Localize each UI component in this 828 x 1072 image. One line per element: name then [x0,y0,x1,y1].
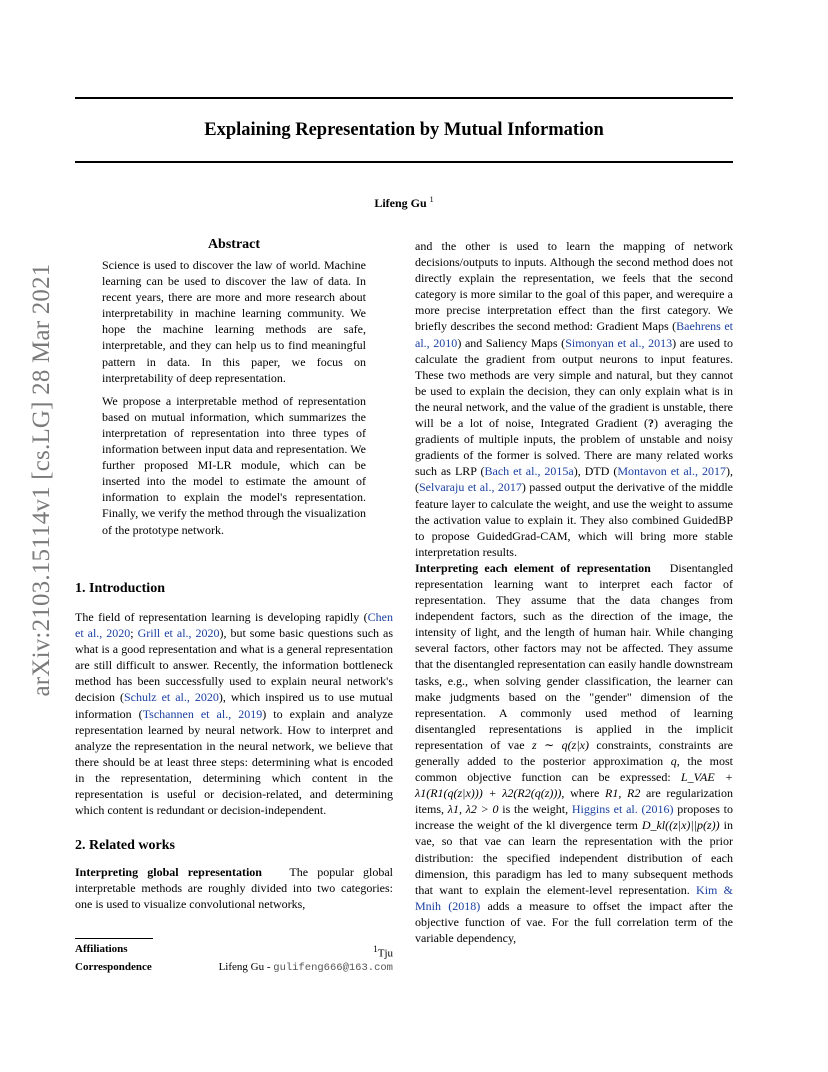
citation-link[interactable]: Selvaraju et al., 2017 [419,480,522,495]
correspondence-row [75,961,393,976]
body-text: , the most common objective function can be expressed: [415,754,733,785]
author-name: Lifeng Gu [374,196,427,210]
intro-text: ), which inspired us to use mutual information ( [75,690,394,721]
abstract-paragraph-1: Science is used to discover the law of world. Machine learning can be used to discover the law of data. In recent years, there are more and more research about interpretability in machine learning community. We hope the machine learning methods are safe, interpretable, and they can help us to find meaningful pattern in data. In this paper, we focus on interpretability of deep representation. [102,258,366,385]
intro-text: ) to explain and analyze representation learned by neural network. How to interpret and analyze the representation in the neural network, we believe that there should be at least three steps: determining what is encoded in the representation, determining which content in the representation is useful or decision-related, and determining which content is redundant or decision-independent. [75,706,393,818]
related-works-heading: 2. Related works [75,838,175,854]
element-representation-paragraph [415,560,733,946]
body-text: adds a measure to offset the impact after the objective function of vae. For the full correlation term of the variable dependency, [415,898,733,946]
related-text: The popular global interpretable methods are roughly divided into two categories: one is used to visualize convolutional networks, [75,865,393,912]
missing-citation-mark: ? [648,416,655,431]
citation-link[interactable]: Bach et al., 2015a [484,464,574,479]
arxiv-margin-identifier: arXiv:2103.15114v1 [cs.LG] 28 Mar 2021 [28,263,55,697]
email-link[interactable]: gulifeng666@163.com [273,962,393,975]
body-text: , where [561,786,606,801]
citation-link[interactable]: Kim & Mnih (2018) [415,882,734,913]
body-text: ) averaging the gradients of multiple inputs, the problem of unstable and noisy gradients of the former is solved. There are many related works such as LRP ( [415,416,733,479]
math-expression: R1, R2 [605,786,641,801]
body-text: are regularization items, [415,786,733,817]
body-text: proposes to increase the weight of the kl divergence term [415,802,733,833]
body-text: Disentangled representation learning want to interpret each factor of representation. They assume that the data changes from independent factors, such as the direction of the image, the intensity of light, and the length of human hair. While changing several factors, other factors may not be affected. They assume that the disentangled representation can easily handle downstream tasks, e.g., when solving gender classification, the learner can make judgments based on the "gender" dimension of the representation. A commonly used method of learning disentangled representations is applied in the implicit representation of vae [415,560,734,752]
abstract-section [102,236,366,538]
citation-link[interactable]: Montavon et al., 2017 [617,464,726,479]
math-expression: L_VAE + λ1(R1(q(z|x))) + λ2(R2(q(z))) [415,770,733,801]
body-text: ), ( [415,464,733,495]
body-text: ), DTD ( [573,464,618,479]
paper-title: Explaining Representation by Mutual Information [204,120,604,140]
introduction-paragraph [75,609,393,818]
affiliations-label: Affiliations [75,943,128,955]
body-text: and the other is used to learn the mapping of network decisions/outputs to inputs. Although the second method does not directly explain the representation, we feels that the second category is more similar to the goal of this paper, and werequire a more precise interpretation effect than the first category. We briefly describes the second method: Gradient Maps ( [415,239,733,334]
intro-text: The field of representation learning is developing rapidly ( [75,610,368,624]
affiliations-value [373,943,393,961]
title-bottom-rule [75,161,733,163]
run-in-heading: Interpreting global representation [75,865,262,880]
correspondence-value [219,961,393,976]
left-column [75,580,393,913]
affiliations-row [75,943,393,961]
affiliation-text: Tju [377,947,393,960]
body-text: in vae, so that vae can learn the representation with the prior distribution: the specified independent distribution of each dimension, this paradigm has led to many subsequent methods that want to explain the element-level representation. [415,818,733,897]
citation-link[interactable]: Simonyan et al., 2013 [565,335,673,350]
citation-link[interactable]: Grill et al., 2020 [137,626,220,641]
body-text: constraints, constraints are generally added to the posterior approximation [415,737,733,768]
intro-text: ; [130,626,138,641]
related-works-continuation [415,238,733,560]
correspondence-label: Correspondence [75,961,152,974]
author-affiliation-mark: 1 [429,195,434,204]
citation-link[interactable]: Tschannen et al., 2019 [142,706,263,721]
abstract-paragraph-2: We propose a interpretable method of representation based on mutual information, which summarizes the interpretation of representation into three types of information between input data and representation. We further proposed MI-LR module, which can be inserted into the model to estimate the amount of information to explain the model's representation. Finally, we verify the method through the visualization of the prototype network. [102,393,366,537]
abstract-heading: Abstract [207,237,261,252]
body-text: ) and Saliency Maps ( [457,335,566,350]
body-text: ) passed output the derivative of the middle feature layer to calculate the weight, and use the weight to assume the activation value to explain it. They also combined GuidedBP to propose GuidedGrad-CAM, which will bring more stable interpretation results. [415,480,734,559]
right-column [415,238,733,946]
citation-link[interactable]: Higgins et al. (2016) [571,802,674,817]
run-in-heading: Interpreting each element of representation [415,560,651,575]
affiliation-mark: 1 [373,944,378,954]
body-text: is the weight, [498,802,572,817]
footnote-rule [75,938,153,939]
top-rule [75,97,733,99]
footnote [75,938,393,976]
author-line [75,192,733,211]
correspondence-name: Lifeng Gu - [218,961,274,974]
body-text: ) are used to calculate the gradient from output neurons to input features. These two methods are very simple and natural, but they cannot be used to explain the decision, they can only explain what is in the neural network, and the value of the gradient is unstable, there will be a lot of noise, Integrated Gradient ( [415,335,733,431]
math-expression: q [670,754,677,768]
math-expression: λ1, λ2 > 0 [447,802,499,817]
related-works-paragraph [75,864,393,912]
introduction-heading: 1. Introduction [75,581,165,596]
intro-text: ), but some basic questions such as what is a good representation and what is a general representation are still difficult to answer. Recently, the information bottleneck method has been successfully used to explain neural network's decision ( [75,626,393,705]
math-expression: z ∼ q(z|x) [532,737,589,752]
citation-link[interactable]: Chen et al., 2020 [75,610,393,641]
citation-link[interactable]: Schulz et al., 2020 [123,690,219,705]
citation-link[interactable]: Baehrens et al., 2010 [415,319,733,350]
math-expression: D_kl((z|x)||p(z)) [641,818,720,833]
